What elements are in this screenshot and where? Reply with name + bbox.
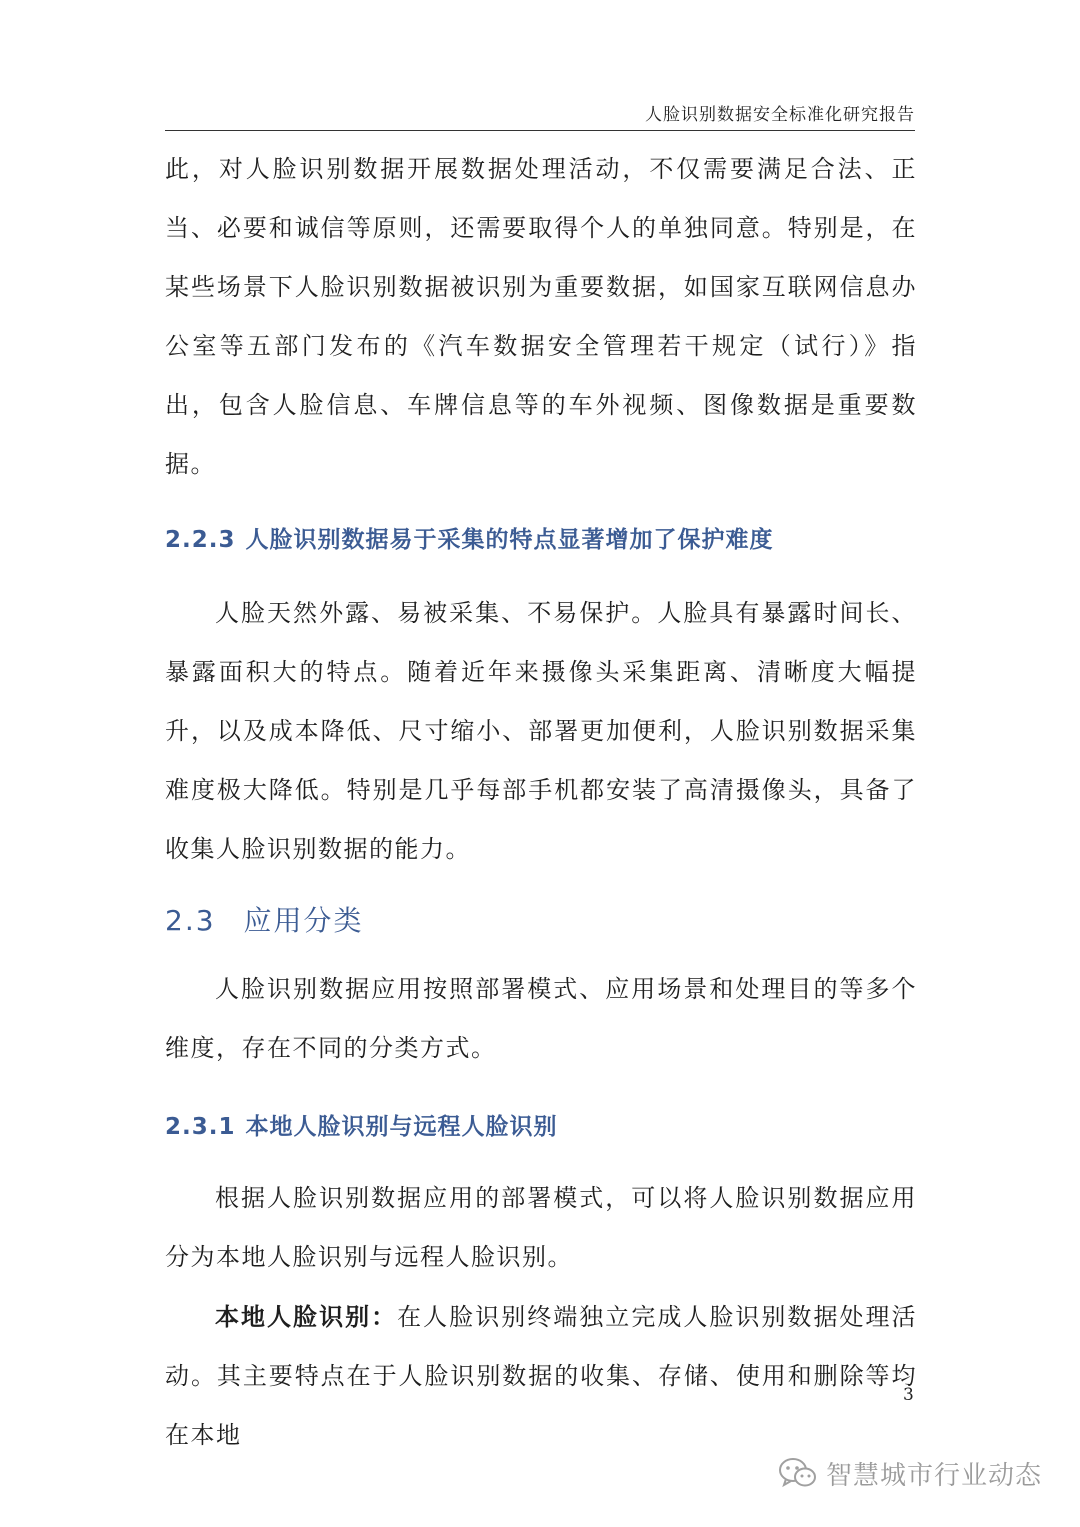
watermark xyxy=(778,1455,1042,1492)
running-header: 人脸识别数据安全标准化研究报告 xyxy=(645,105,915,125)
paragraph-2: 人脸天然外露、易被采集、不易保护。人脸具有暴露时间长、暴露面积大的特点。随着近年来摄像头采集距离、清晰度大幅提升，以及成本降低、尺寸缩小、部署更加便利，人脸识别数据采集难度极大降低。特别是几乎每部手机都安装了高清摄像头，具备了收集人脸识别数据的能力。 xyxy=(165,599,917,863)
heading-number: 2.3.1 xyxy=(165,1114,236,1140)
heading-text: 应用分类 xyxy=(243,904,364,937)
page-body xyxy=(165,140,917,1465)
paragraph-4: 根据人脸识别数据应用的部署模式，可以将人脸识别数据应用分为本地人脸识别与远程人脸识别。 xyxy=(165,1184,917,1271)
wechat-icon xyxy=(778,1457,818,1491)
header-divider xyxy=(165,130,915,131)
page-number: 3 xyxy=(903,1385,914,1405)
heading-2-3-1 xyxy=(165,1108,917,1141)
heading-2-3 xyxy=(165,899,917,939)
watermark-text: 智慧城市行业动态 xyxy=(826,1461,1043,1491)
paragraph-1: 此，对人脸识别数据开展数据处理活动，不仅需要满足合法、正当、必要和诚信等原则，还需要取得个人的单独同意。特别是，在某些场景下人脸识别数据被识别为重要数据，如国家互联网信息办公室等五部门发布的《汽车数据安全管理若干规定（试行）》指出，包含人脸信息、车牌信息等的车外视频、图像数据是重要数据。 xyxy=(165,155,917,478)
heading-text: 本地人脸识别与远程人脸识别 xyxy=(245,1114,558,1140)
heading-2-2-3 xyxy=(165,521,917,554)
heading-number: 2.3 xyxy=(165,904,216,937)
heading-text: 人脸识别数据易于采集的特点显著增加了保护难度 xyxy=(245,527,774,553)
bold-term: 本地人脸识别： xyxy=(215,1302,398,1331)
heading-number: 2.2.3 xyxy=(165,527,236,553)
paragraph-5-text: 在人脸识别终端独立完成人脸识别数据处理活动。其主要特点在于人脸识别数据的收集、存储、使用和删除等均在本地 xyxy=(165,1303,918,1449)
paragraph-5 xyxy=(165,1287,917,1465)
paragraph-3: 人脸识别数据应用按照部署模式、应用场景和处理目的等多个维度，存在不同的分类方式。 xyxy=(165,975,917,1062)
